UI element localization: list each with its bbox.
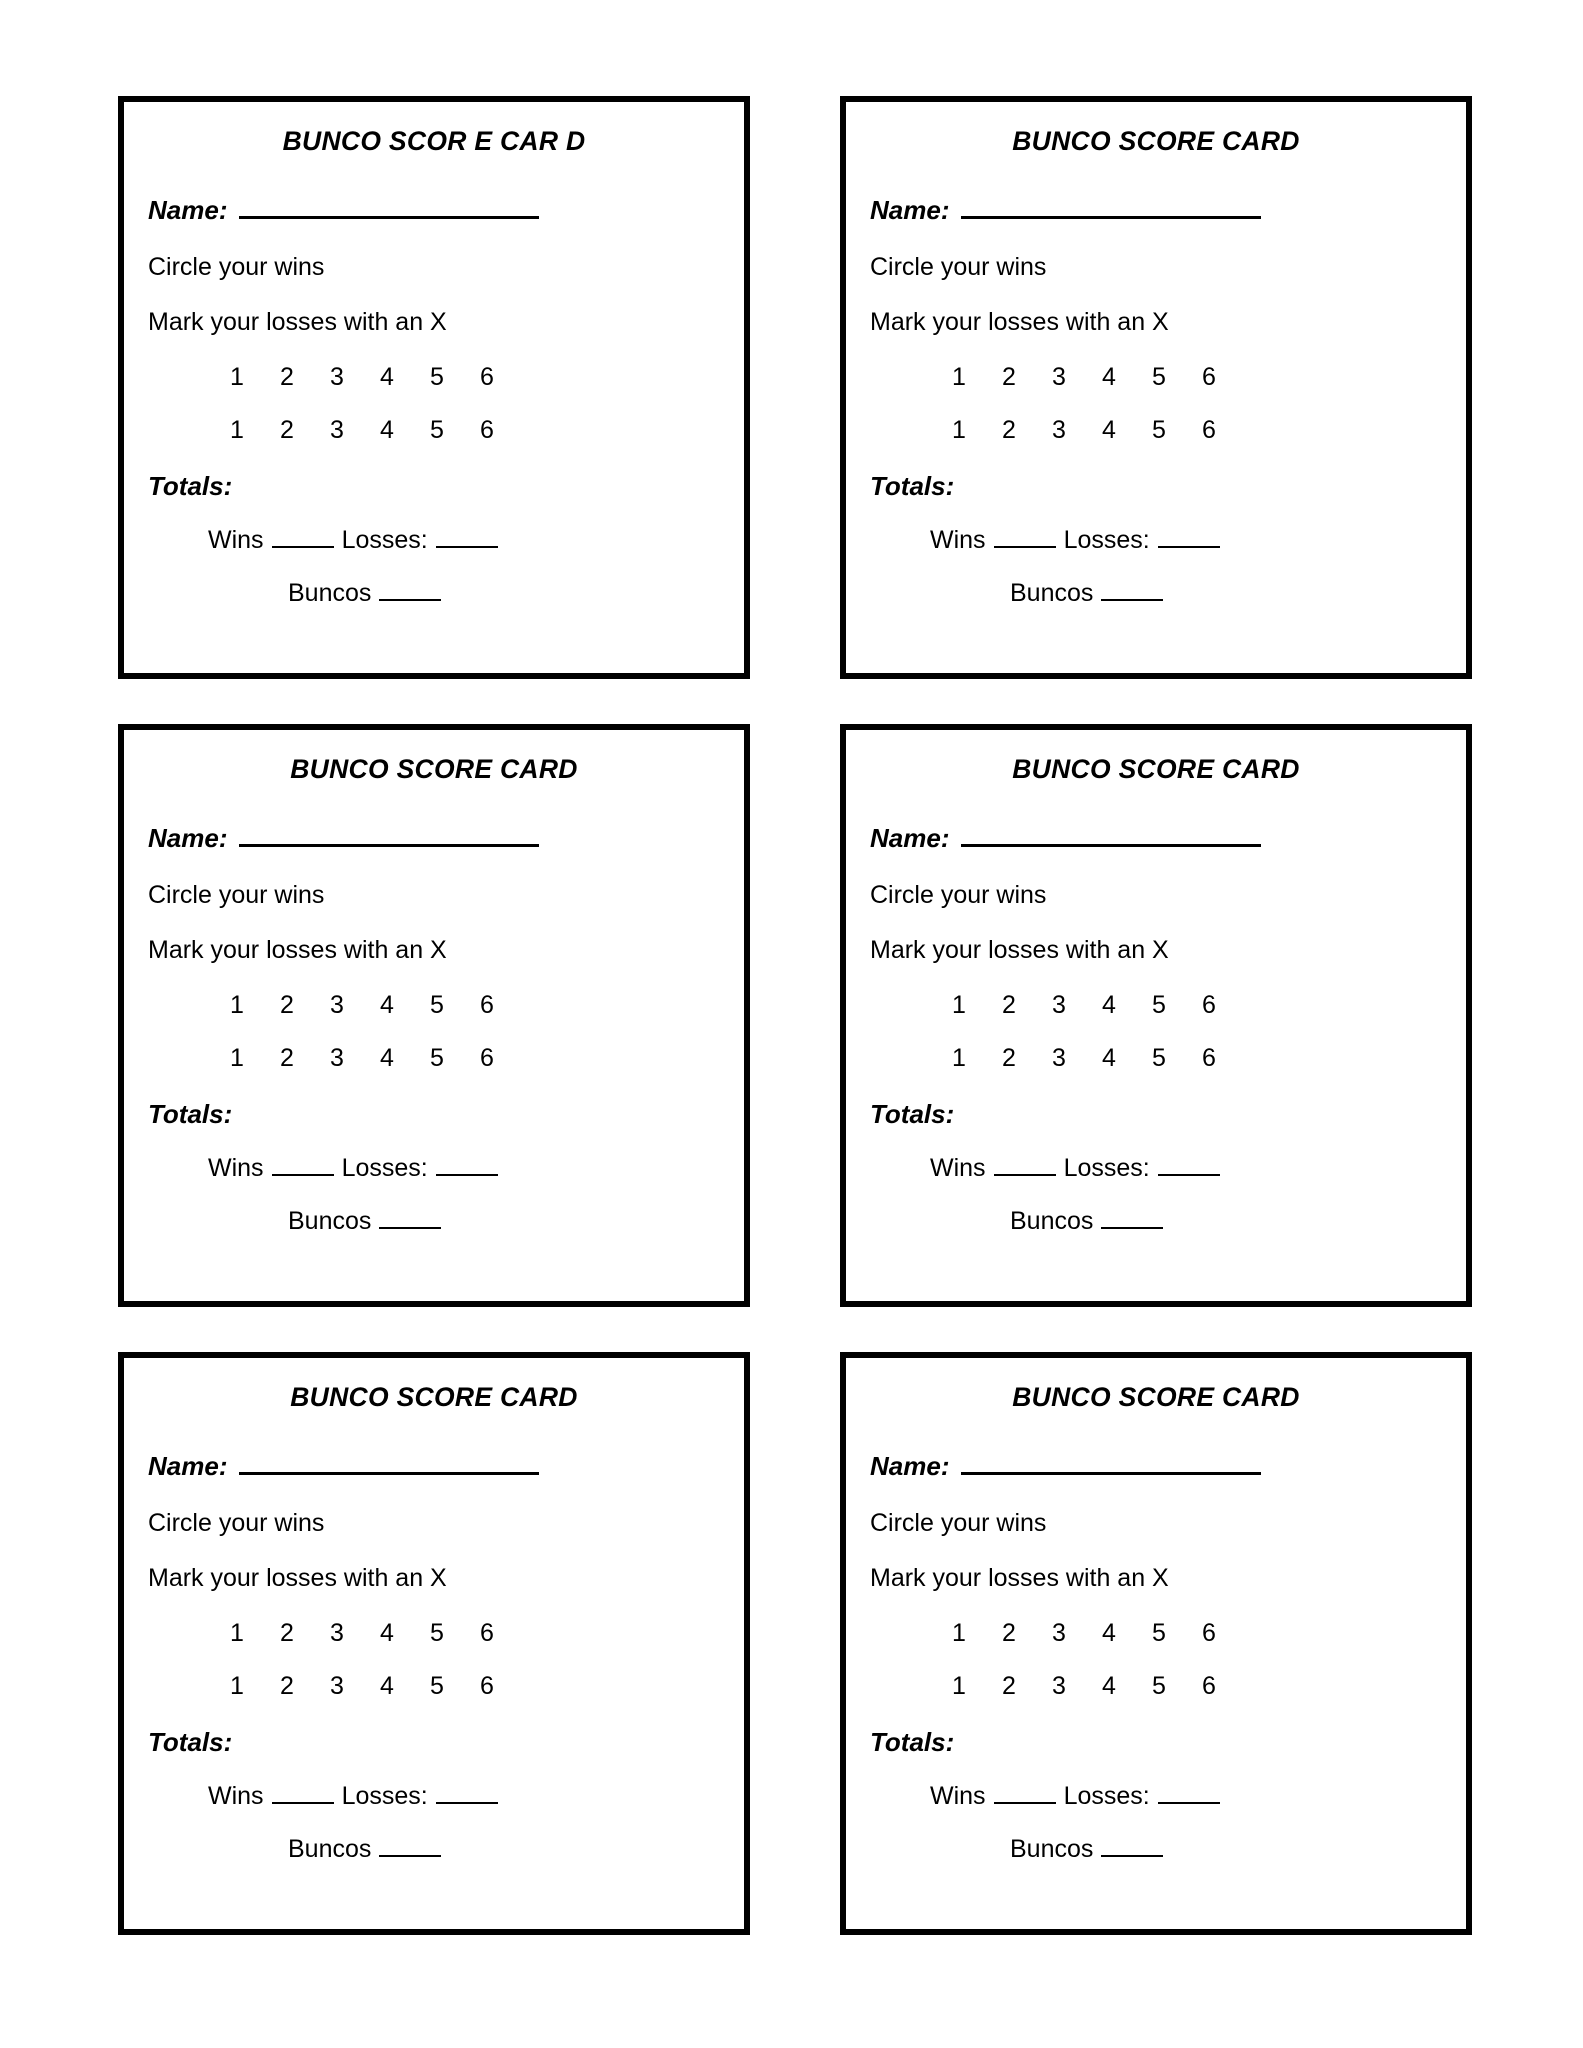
round-number[interactable]: 4 [1102,1672,1116,1700]
instruction-circle-wins: Circle your wins [870,253,1047,281]
wins-losses-row [148,526,720,555]
totals-label: Totals: [148,1727,233,1757]
wins-losses-row [870,526,1442,555]
round-number[interactable]: 5 [430,1044,444,1072]
instruction-circle-wins: Circle your wins [148,253,325,281]
name-input-blank[interactable] [239,1451,539,1475]
wins-input-blank[interactable] [994,1785,1056,1804]
wins-input-blank[interactable] [272,1157,334,1176]
name-label: Name: [148,1451,228,1481]
buncos-row [870,1835,1442,1864]
round-number[interactable]: 3 [330,1672,344,1700]
round-number[interactable]: 1 [230,1619,244,1647]
round-number[interactable]: 3 [1052,1619,1066,1647]
round-number[interactable]: 4 [1102,991,1116,1019]
round-number[interactable]: 3 [330,363,344,391]
round-number[interactable]: 2 [1002,1672,1016,1700]
card-title: BUNCO SCOR E CAR D [282,126,586,156]
name-field-row [870,823,1442,854]
instruction-mark-losses: Mark your losses with an X [148,1564,447,1592]
name-input-blank[interactable] [961,823,1261,847]
wins-input-blank[interactable] [994,1157,1056,1176]
instruction-mark-losses: Mark your losses with an X [148,936,447,964]
round-number[interactable]: 4 [1102,363,1116,391]
round-number-row-2 [870,416,1442,445]
round-number[interactable]: 5 [1152,991,1166,1019]
card-title: BUNCO SCORE CARD [1012,754,1300,784]
round-number[interactable]: 2 [1002,1044,1016,1072]
round-number[interactable]: 6 [1202,1672,1216,1700]
round-number[interactable]: 6 [480,363,494,391]
buncos-label: Buncos [288,1835,372,1863]
score-card-grid [118,96,1472,1935]
name-input-blank[interactable] [961,1451,1261,1475]
instruction-mark-losses: Mark your losses with an X [148,308,447,336]
round-number[interactable]: 3 [330,416,344,444]
buncos-input-blank[interactable] [1101,1210,1163,1229]
totals-label: Totals: [148,471,233,501]
buncos-input-blank[interactable] [379,582,441,601]
losses-label: Losses: [341,1154,428,1182]
round-number[interactable]: 2 [280,1619,294,1647]
losses-input-blank[interactable] [436,1157,498,1176]
name-label: Name: [148,823,228,853]
round-number[interactable]: 3 [1052,1044,1066,1072]
round-number[interactable]: 4 [380,416,394,444]
wins-losses-row [870,1782,1442,1811]
losses-input-blank[interactable] [1158,1157,1220,1176]
round-number[interactable]: 1 [952,363,966,391]
round-number[interactable]: 6 [1202,991,1216,1019]
round-number[interactable]: 3 [1052,991,1066,1019]
round-number[interactable]: 4 [380,363,394,391]
name-input-blank[interactable] [239,195,539,219]
buncos-label: Buncos [1010,1835,1094,1863]
round-number[interactable]: 2 [1002,1619,1016,1647]
round-number[interactable]: 2 [280,1044,294,1072]
score-card [840,1352,1472,1935]
round-number[interactable]: 4 [380,1044,394,1072]
buncos-row [148,1207,720,1236]
score-card [118,724,750,1307]
losses-label: Losses: [1063,1154,1150,1182]
name-label: Name: [870,195,950,225]
instruction-circle-wins: Circle your wins [148,881,325,909]
round-number[interactable]: 1 [230,1044,244,1072]
card-title: BUNCO SCORE CARD [1012,126,1300,156]
round-number-row-1 [148,363,720,392]
buncos-label: Buncos [1010,579,1094,607]
round-number[interactable]: 5 [1152,1619,1166,1647]
name-input-blank[interactable] [239,823,539,847]
name-label: Name: [148,195,228,225]
round-number[interactable]: 1 [952,416,966,444]
round-number[interactable]: 6 [480,1672,494,1700]
score-card [118,96,750,679]
round-number[interactable]: 5 [430,416,444,444]
round-number[interactable]: 3 [330,991,344,1019]
round-number[interactable]: 2 [280,416,294,444]
round-number[interactable]: 6 [480,991,494,1019]
name-label: Name: [870,1451,950,1481]
round-number[interactable]: 5 [430,1672,444,1700]
round-number[interactable]: 1 [230,363,244,391]
card-title: BUNCO SCORE CARD [290,754,578,784]
round-number[interactable]: 1 [230,416,244,444]
round-number[interactable]: 1 [952,991,966,1019]
round-number[interactable]: 3 [330,1044,344,1072]
buncos-input-blank[interactable] [1101,582,1163,601]
buncos-label: Buncos [288,1207,372,1235]
losses-input-blank[interactable] [436,1785,498,1804]
name-input-blank[interactable] [961,195,1261,219]
round-number-row-2 [870,1672,1442,1701]
round-number[interactable]: 1 [952,1672,966,1700]
round-number-row-2 [870,1044,1442,1073]
round-number[interactable]: 5 [430,1619,444,1647]
losses-label: Losses: [1063,1782,1150,1810]
card-title: BUNCO SCORE CARD [1012,1382,1300,1412]
round-number-row-1 [148,991,720,1020]
round-number-row-1 [870,991,1442,1020]
round-number[interactable]: 4 [1102,1044,1116,1072]
wins-input-blank[interactable] [272,529,334,548]
instruction-circle-wins: Circle your wins [870,1509,1047,1537]
instruction-mark-losses: Mark your losses with an X [870,308,1169,336]
name-field-row [148,1451,720,1482]
round-number[interactable]: 6 [1202,363,1216,391]
wins-label: Wins [930,1782,986,1810]
round-number[interactable]: 2 [1002,363,1016,391]
wins-label: Wins [930,1154,986,1182]
name-field-row [870,195,1442,226]
round-number[interactable]: 2 [1002,416,1016,444]
round-number[interactable]: 1 [230,1672,244,1700]
losses-input-blank[interactable] [1158,529,1220,548]
round-number[interactable]: 6 [1202,416,1216,444]
round-number[interactable]: 4 [380,1672,394,1700]
wins-losses-row [148,1154,720,1183]
name-field-row [148,823,720,854]
round-number[interactable]: 6 [1202,1619,1216,1647]
round-number[interactable]: 2 [280,991,294,1019]
wins-losses-row [870,1154,1442,1183]
losses-input-blank[interactable] [1158,1785,1220,1804]
losses-input-blank[interactable] [436,529,498,548]
buncos-input-blank[interactable] [379,1838,441,1857]
round-number[interactable]: 5 [430,991,444,1019]
round-number[interactable]: 2 [280,363,294,391]
score-card [118,1352,750,1935]
round-number[interactable]: 4 [1102,416,1116,444]
round-number[interactable]: 6 [1202,1044,1216,1072]
instruction-mark-losses: Mark your losses with an X [870,936,1169,964]
losses-label: Losses: [341,526,428,554]
wins-input-blank[interactable] [994,529,1056,548]
round-number[interactable]: 2 [280,1672,294,1700]
buncos-label: Buncos [1010,1207,1094,1235]
totals-label: Totals: [870,471,955,501]
instruction-circle-wins: Circle your wins [148,1509,325,1537]
round-number[interactable]: 4 [380,1619,394,1647]
name-field-row [870,1451,1442,1482]
name-label: Name: [870,823,950,853]
round-number[interactable]: 1 [952,1619,966,1647]
round-number-row-1 [870,363,1442,392]
buncos-row [870,1207,1442,1236]
instruction-circle-wins: Circle your wins [870,881,1047,909]
wins-losses-row [148,1782,720,1811]
round-number[interactable]: 5 [1152,416,1166,444]
totals-label: Totals: [870,1099,955,1129]
round-number[interactable]: 3 [1052,416,1066,444]
buncos-label: Buncos [288,579,372,607]
buncos-row [148,1835,720,1864]
round-number[interactable]: 5 [1152,1672,1166,1700]
round-number[interactable]: 6 [480,1619,494,1647]
round-number-row-2 [148,416,720,445]
losses-label: Losses: [1063,526,1150,554]
round-number-row-1 [870,1619,1442,1648]
round-number[interactable]: 3 [1052,1672,1066,1700]
buncos-input-blank[interactable] [379,1210,441,1229]
round-number[interactable]: 5 [1152,1044,1166,1072]
buncos-row [870,579,1442,608]
score-card [840,724,1472,1307]
name-field-row [148,195,720,226]
losses-label: Losses: [341,1782,428,1810]
score-card [840,96,1472,679]
wins-input-blank[interactable] [272,1785,334,1804]
round-number[interactable]: 6 [480,1044,494,1072]
round-number[interactable]: 5 [1152,363,1166,391]
wins-label: Wins [208,1154,264,1182]
round-number[interactable]: 1 [230,991,244,1019]
round-number[interactable]: 4 [1102,1619,1116,1647]
wins-label: Wins [208,1782,264,1810]
round-number-row-2 [148,1044,720,1073]
buncos-input-blank[interactable] [1101,1838,1163,1857]
round-number[interactable]: 3 [1052,363,1066,391]
round-number[interactable]: 2 [1002,991,1016,1019]
buncos-row [148,579,720,608]
wins-label: Wins [208,526,264,554]
wins-label: Wins [930,526,986,554]
round-number[interactable]: 5 [430,363,444,391]
round-number[interactable]: 4 [380,991,394,1019]
round-number-row-1 [148,1619,720,1648]
totals-label: Totals: [148,1099,233,1129]
instruction-mark-losses: Mark your losses with an X [870,1564,1169,1592]
totals-label: Totals: [870,1727,955,1757]
round-number[interactable]: 1 [952,1044,966,1072]
card-title: BUNCO SCORE CARD [290,1382,578,1412]
round-number-row-2 [148,1672,720,1701]
round-number[interactable]: 3 [330,1619,344,1647]
round-number[interactable]: 6 [480,416,494,444]
